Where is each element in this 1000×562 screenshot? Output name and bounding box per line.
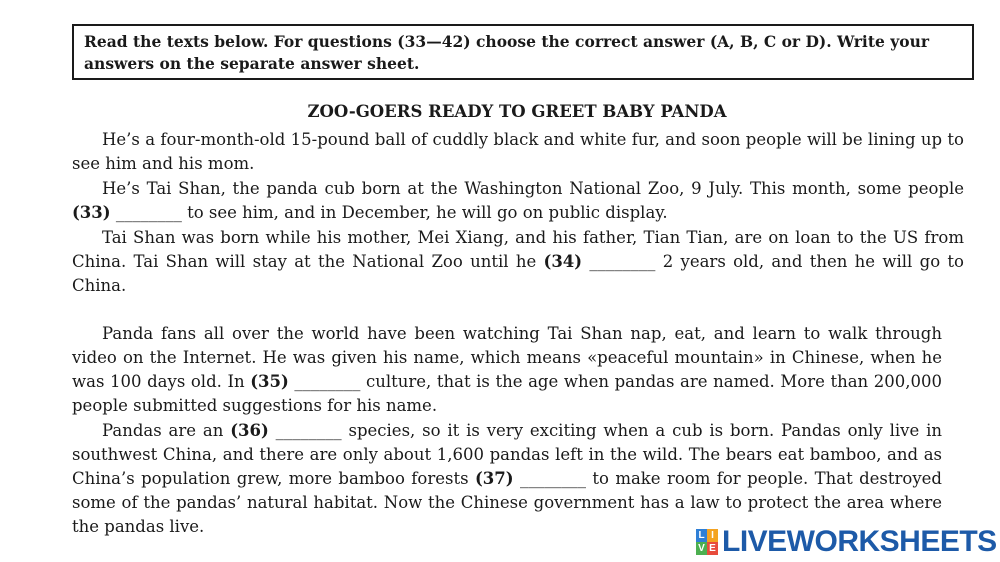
paragraph-2: He’s Tai Shan, the panda cub born at the Washington National Zoo, 9 July. This month, some people (33) ________ to see him, and in December, he will go on public display.: [72, 179, 964, 222]
answer-blank-37[interactable]: ________: [519, 469, 586, 488]
logo-tile-v: V: [696, 542, 707, 555]
question-number-34: (34): [543, 252, 583, 271]
paragraph-1: He’s a four-month-old 15-pound ball of cuddly black and white fur, and soon people will be lining up to see him and his mom.: [72, 130, 964, 173]
article-title: ZOO-GOERS READY TO GREET BABY PANDA: [307, 102, 727, 121]
instructions-line-2: answers on the separate answer sheet.: [84, 54, 420, 73]
liveworksheets-logo-icon: [696, 529, 718, 555]
liveworksheets-logo-text: LIVEWORKSHEETS: [722, 525, 997, 558]
question-number-33: (33): [72, 203, 111, 222]
answer-blank-34[interactable]: ________: [589, 252, 656, 271]
instructions-line-1: Read the texts below. For questions (33—42) choose the correct answer (A, B, C or D). Write your: [84, 32, 930, 51]
question-number-35: (35): [250, 372, 289, 391]
logo-tile-l: L: [696, 529, 707, 542]
answer-blank-35[interactable]: ________: [294, 372, 361, 391]
paragraph-3: Tai Shan was born while his mother, Mei Xiang, and his father, Tian Tian, are on loan to the US from China. Tai Shan will stay at the National Zoo until he (34) ________ 2 years old, and then he will go to China.: [72, 228, 964, 295]
question-number-37: (37): [474, 469, 514, 488]
logo-tile-e: E: [707, 542, 718, 555]
paragraph-5: Pandas are an (36) ________ species, so it is very exciting when a cub is born. Pandas only live in southwest China, and there are only about 1,600 pandas left in the wild. The bears eat bamboo, and as China’s population grew, more bamboo forests (37) ________ to make room for people. That destroyed some of the pandas’ natural habitat. Now the Chinese government has a law to protect the area where the pandas live.: [72, 421, 942, 536]
liveworksheets-logo: [696, 525, 997, 559]
answer-blank-33[interactable]: ________: [115, 203, 182, 222]
answer-blank-36[interactable]: ________: [275, 421, 342, 440]
logo-tile-i: I: [707, 529, 718, 542]
paragraph-4: Panda fans all over the world have been watching Tai Shan nap, eat, and learn to walk through video on the Internet. He was given his name, which means «peaceful mountain» in Chinese, when he was 100 days old. In (35) ________ culture, that is the age when pandas are named. More than 200,000 people submitted suggestions for his name.: [72, 324, 942, 415]
instructions-box: [72, 24, 974, 80]
question-number-36: (36): [230, 421, 269, 440]
